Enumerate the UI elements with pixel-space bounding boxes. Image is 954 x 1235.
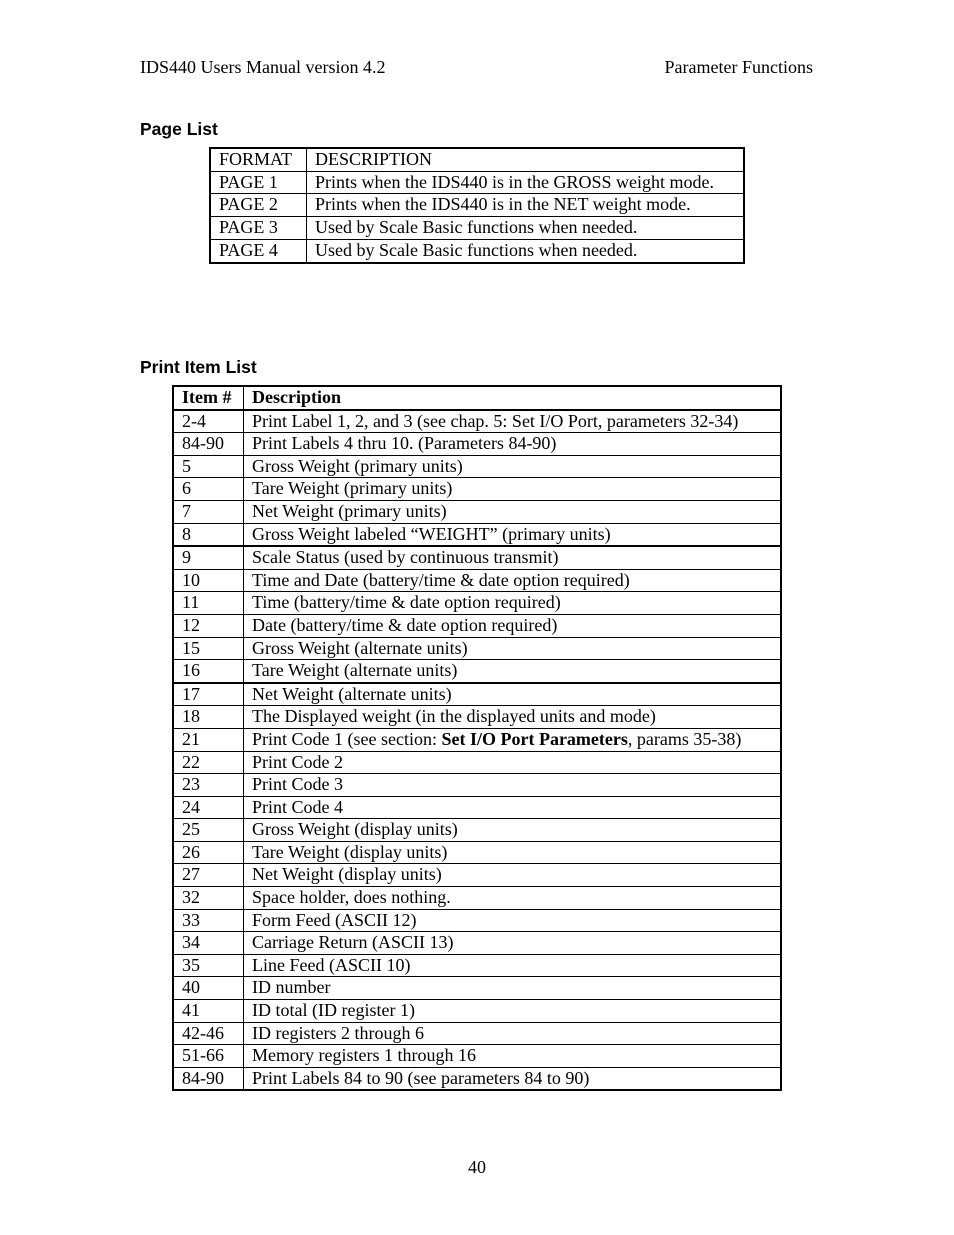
description-cell: Gross Weight (primary units) (244, 455, 782, 478)
item-number-cell: 23 (173, 774, 244, 797)
table-row (173, 796, 781, 819)
table-row (173, 455, 781, 478)
description-cell: Carriage Return (ASCII 13) (244, 932, 782, 955)
format-cell: PAGE 1 (210, 171, 307, 194)
table-row (173, 887, 781, 910)
description-cell: Gross Weight (alternate units) (244, 637, 782, 660)
item-number-cell: 12 (173, 614, 244, 637)
description-cell: Net Weight (alternate units) (244, 683, 782, 706)
item-number-cell: 10 (173, 569, 244, 592)
table-row (173, 1022, 781, 1045)
column-header-description: Description (244, 386, 782, 410)
table-row (173, 410, 781, 433)
table-row (173, 1067, 781, 1090)
description-cell: Tare Weight (primary units) (244, 478, 782, 501)
item-number-cell: 40 (173, 977, 244, 1000)
item-number-cell: 42-46 (173, 1022, 244, 1045)
item-number-cell: 33 (173, 909, 244, 932)
description-cell: Memory registers 1 through 16 (244, 1045, 782, 1068)
description-cell: Used by Scale Basic functions when needed. (307, 239, 745, 262)
item-number-cell: 84-90 (173, 1067, 244, 1090)
description-cell (244, 728, 782, 751)
format-cell: PAGE 4 (210, 239, 307, 262)
table-row (173, 637, 781, 660)
item-number-cell: 7 (173, 500, 244, 523)
table-row (173, 751, 781, 774)
table-row (173, 864, 781, 887)
item-number-cell: 22 (173, 751, 244, 774)
column-header-format: FORMAT (210, 148, 307, 171)
description-cell: Time (battery/time & date option required) (244, 592, 782, 615)
item-number-cell: 21 (173, 728, 244, 751)
table-row (173, 728, 781, 751)
table-row (173, 660, 781, 683)
table-row (173, 546, 781, 569)
description-cell: Gross Weight (display units) (244, 819, 782, 842)
table-row (173, 932, 781, 955)
format-cell: PAGE 2 (210, 194, 307, 217)
item-number-cell: 25 (173, 819, 244, 842)
item-number-cell: 51-66 (173, 1045, 244, 1068)
page-list-heading: Page List (140, 119, 218, 139)
table-row (210, 239, 744, 262)
table-row (210, 171, 744, 194)
table-row (173, 1045, 781, 1068)
description-cell: Tare Weight (display units) (244, 841, 782, 864)
table-header-row (173, 386, 781, 410)
table-row (173, 614, 781, 637)
table-row (173, 819, 781, 842)
item-number-cell: 27 (173, 864, 244, 887)
item-number-cell: 18 (173, 706, 244, 729)
description-cell: Net Weight (display units) (244, 864, 782, 887)
description-cell: Prints when the IDS440 is in the GROSS weight mode. (307, 171, 745, 194)
item-number-cell: 15 (173, 637, 244, 660)
item-number-cell: 34 (173, 932, 244, 955)
item-number-cell: 2-4 (173, 410, 244, 433)
item-number-cell: 41 (173, 1000, 244, 1023)
item-number-cell: 8 (173, 523, 244, 546)
row21-bold-text: Set I/O Port Parameters (441, 728, 628, 749)
page-number: 40 (468, 1157, 486, 1177)
format-cell: PAGE 3 (210, 217, 307, 240)
item-number-cell: 11 (173, 592, 244, 615)
item-number-cell: 6 (173, 478, 244, 501)
table-row (173, 1000, 781, 1023)
table-row (173, 592, 781, 615)
table-row (173, 523, 781, 546)
description-cell: Date (battery/time & date option required) (244, 614, 782, 637)
table-row (173, 433, 781, 456)
description-cell: ID total (ID register 1) (244, 1000, 782, 1023)
description-cell: Print Code 2 (244, 751, 782, 774)
table-row (173, 683, 781, 706)
column-header-description: DESCRIPTION (307, 148, 745, 171)
item-number-cell: 32 (173, 887, 244, 910)
description-cell: ID registers 2 through 6 (244, 1022, 782, 1045)
header-section-title: Parameter Functions (664, 57, 813, 77)
row21-tail-text: , params 35-38) (627, 728, 742, 749)
print-item-list-heading: Print Item List (140, 357, 257, 377)
description-cell: The Displayed weight (in the displayed units and mode) (244, 706, 782, 729)
table-row (173, 569, 781, 592)
description-cell: Print Code 4 (244, 796, 782, 819)
description-cell: Prints when the IDS440 is in the NET weight mode. (307, 194, 745, 217)
description-cell: Scale Status (used by continuous transmit) (244, 546, 782, 569)
description-cell: Net Weight (primary units) (244, 500, 782, 523)
table-row (210, 217, 744, 240)
item-number-cell: 35 (173, 954, 244, 977)
item-number-cell: 84-90 (173, 433, 244, 456)
table-row (173, 500, 781, 523)
table-row (173, 977, 781, 1000)
description-cell: Print Labels 4 thru 10. (Parameters 84-90) (244, 433, 782, 456)
description-cell: Used by Scale Basic functions when needed. (307, 217, 745, 240)
description-cell: Print Code 3 (244, 774, 782, 797)
description-cell: Gross Weight labeled “WEIGHT” (primary units) (244, 523, 782, 546)
description-cell: Time and Date (battery/time & date option required) (244, 569, 782, 592)
description-cell: Form Feed (ASCII 12) (244, 909, 782, 932)
description-cell: Space holder, does nothing. (244, 887, 782, 910)
table-row (173, 478, 781, 501)
table-row (173, 841, 781, 864)
table-row (173, 954, 781, 977)
description-cell: Print Label 1, 2, and 3 (see chap. 5: Set I/O Port, parameters 32-34) (244, 410, 782, 433)
description-cell: Print Labels 84 to 90 (see parameters 84 to 90) (244, 1067, 782, 1090)
item-number-cell: 5 (173, 455, 244, 478)
table-row (173, 706, 781, 729)
table-row (173, 774, 781, 797)
item-number-cell: 26 (173, 841, 244, 864)
description-cell: Tare Weight (alternate units) (244, 660, 782, 683)
item-number-cell: 17 (173, 683, 244, 706)
header-manual-title: IDS440 Users Manual version 4.2 (140, 57, 386, 77)
print-item-table (172, 385, 782, 1091)
table-header-row (210, 148, 744, 171)
description-cell: Line Feed (ASCII 10) (244, 954, 782, 977)
table-row (173, 909, 781, 932)
table-row (210, 194, 744, 217)
item-number-cell: 9 (173, 546, 244, 569)
page-list-table (209, 147, 745, 264)
item-number-cell: 16 (173, 660, 244, 683)
description-cell: ID number (244, 977, 782, 1000)
item-number-cell: 24 (173, 796, 244, 819)
column-header-item-number: Item # (173, 386, 244, 410)
row21-text: Print Code 1 (see section: (252, 728, 442, 749)
